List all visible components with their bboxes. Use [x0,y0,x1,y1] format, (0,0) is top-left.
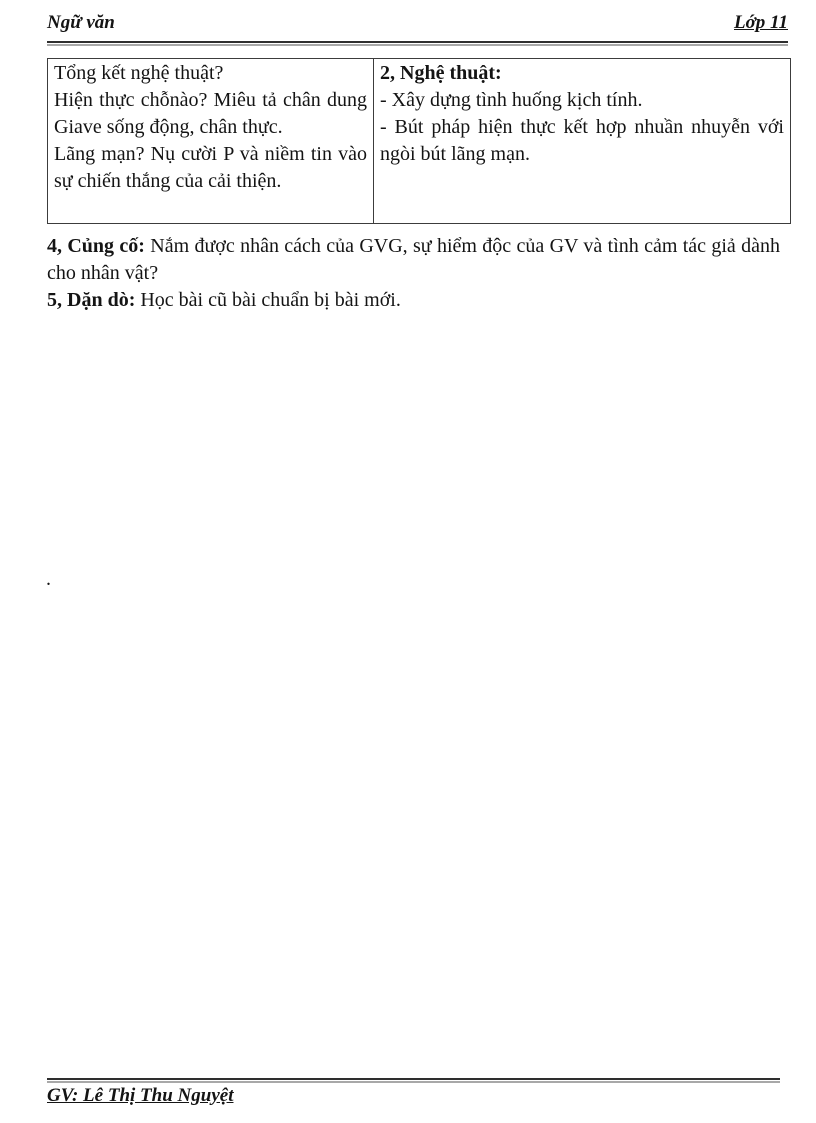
page-footer [47,1078,780,1107]
header-class-label: Lớp 11 [733,12,788,33]
stray-period: . [46,568,51,590]
header-subject-label: Ngữ văn [47,12,115,33]
section-cung-co-label: 4, Củng cố: [47,235,145,257]
table-cell-lesson-content [374,59,791,224]
section-dan-do-label: 5, Dặn dò: [47,289,136,311]
table-cell-teacher-questions [48,59,374,224]
section-cung-co [47,233,780,287]
question-paragraph: Lãng mạn? Nụ cười P và niềm tin vào sự chiến thắng của cải thiện. [54,143,367,192]
bullet-line: - Bút pháp hiện thực kết hợp nhuần nhuyễn với ngòi bút lãng mạn. [380,116,784,165]
page-header [47,10,788,41]
bullet-line: - Xây dựng tình huống kịch tính. [380,89,643,111]
section-cung-co-text: Nắm được nhân cách của GVG, sự hiểm độc của GV và tình cảm tác giả dành cho nhân vật? [47,235,781,284]
table-row [48,59,791,224]
page-content [47,10,788,314]
footer-teacher-name: GV: Lê Thị Thu Nguyệt [47,1085,234,1106]
section-dan-do [47,287,780,314]
header-rule [47,41,788,46]
lesson-table [47,58,791,224]
footer-rule [47,1078,780,1083]
section-dan-do-text: Học bài cũ bài chuẩn bị bài mới. [140,289,401,311]
section-heading-nghe-thuat: 2, Nghệ thuật: [380,62,502,84]
question-paragraph: Tổng kết nghệ thuật? [54,62,224,84]
question-paragraph: Hiện thực chỗnào? Miêu tả chân dung Giave sống động, chân thực. [54,89,367,138]
